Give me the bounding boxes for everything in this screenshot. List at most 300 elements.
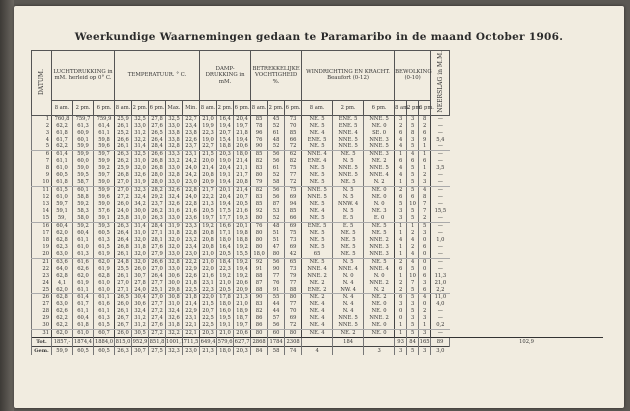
value-cell: 26,3 <box>115 222 132 229</box>
value-cell: 18,4 <box>217 258 234 265</box>
value-cell: NE. 5 <box>302 215 333 222</box>
value-cell: 5 <box>419 222 431 229</box>
means-value <box>333 347 364 356</box>
totals-value: 1884,0 <box>94 339 114 346</box>
value-cell: 57 <box>268 315 285 322</box>
value-cell: 18,8 <box>217 143 234 150</box>
value-cell: 25,9 <box>115 165 132 172</box>
value-cell: 76 <box>268 280 285 287</box>
value-cell: 85 <box>285 208 302 215</box>
value-cell: 17,5 <box>217 208 234 215</box>
totals-value: 1874,4 <box>73 339 93 346</box>
value-cell: 62,0 <box>73 273 94 280</box>
value-cell: 3 <box>419 230 431 237</box>
value-cell: — <box>431 115 450 122</box>
value-cell: 62,6 <box>52 308 73 315</box>
day-cell: 31 <box>32 330 52 338</box>
value-cell: 83 <box>251 165 268 172</box>
value-cell: NNE. 5 <box>333 165 364 172</box>
value-cell: 26,1 <box>115 273 132 280</box>
value-cell: 88 <box>285 287 302 294</box>
value-cell: 19,1 <box>217 172 234 179</box>
value-cell: NE. 5 <box>302 230 333 237</box>
value-cell: 22,6 <box>183 137 200 144</box>
means-value: 74 <box>285 347 302 356</box>
table-row <box>32 322 604 329</box>
value-cell: 66 <box>285 137 302 144</box>
value-cell: 61,1 <box>94 130 115 137</box>
value-cell: 23,7 <box>149 201 166 208</box>
value-cell: 759,7 <box>73 115 94 122</box>
means-value: 23,0 <box>183 347 200 356</box>
value-cell: 3 <box>419 179 431 186</box>
value-cell: 27,4 <box>149 315 166 322</box>
value-cell: NNE. 5 <box>364 115 395 122</box>
value-cell: 25,9 <box>115 115 132 122</box>
day-cell: 9 <box>32 172 52 179</box>
value-cell: 30,5 <box>132 330 149 338</box>
value-cell: 21,8 <box>183 294 200 301</box>
table-row <box>32 123 604 130</box>
value-cell: 2 <box>395 280 407 287</box>
value-cell: 0 <box>395 308 407 315</box>
value-cell: 28,0 <box>149 179 166 186</box>
value-cell: 87 <box>251 280 268 287</box>
value-cell: 21,3 <box>200 201 217 208</box>
value-cell: NNE. 5 <box>333 322 364 329</box>
value-cell: 1 <box>395 151 407 158</box>
value-cell: 62,3 <box>52 244 73 251</box>
value-cell: 27,6 <box>149 244 166 251</box>
value-cell: 32,2 <box>166 330 183 338</box>
subheader-lucht-0: 8 am. <box>52 100 73 115</box>
value-cell: NE. 2 <box>302 280 333 287</box>
value-cell: NE. 4 <box>302 130 333 137</box>
value-cell: 65 <box>285 258 302 265</box>
value-cell: N. 0 <box>364 273 395 280</box>
value-cell: 1 <box>395 230 407 237</box>
value-cell: 26,6 <box>149 151 166 158</box>
value-cell: 0 <box>419 251 431 258</box>
subheader-vocht-0: 8 am. <box>251 100 268 115</box>
value-cell: 26,6 <box>149 258 166 265</box>
value-cell: 62,2 <box>52 123 73 130</box>
value-cell: 48 <box>268 137 285 144</box>
value-cell: N. 4 <box>333 301 364 308</box>
value-cell: 26,0 <box>115 330 132 338</box>
value-cell: NE. 5 <box>333 251 364 258</box>
value-cell: 22,8 <box>183 201 200 208</box>
value-cell: 20,9 <box>234 287 251 294</box>
value-cell: 25,5 <box>115 266 132 273</box>
value-cell: 61,5 <box>94 322 115 329</box>
value-cell: 5,4 <box>431 137 450 144</box>
table-row <box>32 230 604 237</box>
value-cell: 2 <box>419 215 431 222</box>
value-cell: 5 <box>407 165 419 172</box>
value-cell: 22,0 <box>200 294 217 301</box>
value-cell: 31,2 <box>132 322 149 329</box>
value-cell: 26,3 <box>149 215 166 222</box>
value-cell: 19,2 <box>234 258 251 265</box>
value-cell: 60,7 <box>94 330 115 338</box>
value-cell: 61,0 <box>73 244 94 251</box>
value-cell: 2 <box>395 187 407 194</box>
table-row <box>32 151 604 158</box>
value-cell: 10 <box>407 273 419 280</box>
value-cell: 66 <box>285 215 302 222</box>
value-cell: 18,0 <box>251 251 268 258</box>
value-cell: ENE. 4 <box>302 158 333 165</box>
value-cell: 33,8 <box>166 137 183 144</box>
value-cell: 33,0 <box>166 215 183 222</box>
value-cell: 19,2 <box>234 273 251 280</box>
table-row <box>32 258 604 265</box>
value-cell: 26,0 <box>132 266 149 273</box>
day-cell: 27 <box>32 301 52 308</box>
value-cell: 20,8 <box>200 230 217 237</box>
value-cell: 26,1 <box>115 143 132 150</box>
value-cell: 61,4 <box>94 123 115 130</box>
value-cell: NE. 2 <box>364 158 395 165</box>
value-cell: N. 2 <box>364 287 395 294</box>
value-cell: 80 <box>251 237 268 244</box>
weather-table <box>31 50 603 355</box>
value-cell: NE. 5 <box>302 179 333 186</box>
value-cell: 4 <box>395 137 407 144</box>
means-value: 5 <box>407 347 419 356</box>
means-row <box>32 347 604 356</box>
value-cell: NNE. 5 <box>333 137 364 144</box>
value-cell: 59,1 <box>94 215 115 222</box>
value-cell: 6 <box>419 158 431 165</box>
value-cell: 26,1 <box>115 251 132 258</box>
value-cell: 80 <box>285 294 302 301</box>
subheader-row <box>32 100 604 115</box>
value-cell: 22,8 <box>183 230 200 237</box>
value-cell: NNE. 2 <box>364 280 395 287</box>
value-cell: 61,9 <box>94 266 115 273</box>
value-cell: 21,6 <box>183 208 200 215</box>
value-cell: 61,4 <box>73 294 94 301</box>
value-cell: NE. 4 <box>302 315 333 322</box>
value-cell: — <box>431 215 450 222</box>
value-cell: 83 <box>251 194 268 201</box>
value-cell: 90 <box>251 294 268 301</box>
value-cell: 20,5 <box>200 208 217 215</box>
value-cell: 20,6 <box>234 280 251 287</box>
value-cell: 62,2 <box>52 315 73 322</box>
value-cell: — <box>431 266 450 273</box>
value-cell: 27,9 <box>149 251 166 258</box>
totals-value: 1784 <box>269 339 283 346</box>
value-cell: NNE. 5 <box>333 172 364 179</box>
value-cell: 3 <box>419 330 431 338</box>
value-cell: — <box>431 244 450 251</box>
subheader-temp-2: 6 pm. <box>149 100 166 115</box>
value-cell: 61,0 <box>94 280 115 287</box>
value-cell: 33,8 <box>166 130 183 137</box>
totals-label: Tot. <box>32 338 52 347</box>
day-cell: 4 <box>32 137 52 144</box>
value-cell: 20,4 <box>217 194 234 201</box>
value-cell: 19,9 <box>200 123 217 130</box>
value-cell: 61,6 <box>94 301 115 308</box>
value-cell: NNE. 4 <box>302 266 333 273</box>
value-cell: 58 <box>268 179 285 186</box>
value-cell: — <box>431 123 450 130</box>
value-cell: 32,6 <box>166 187 183 194</box>
value-cell: 60,0 <box>73 158 94 165</box>
value-cell: ENE. 5 <box>333 115 364 122</box>
means-value: 60,5 <box>73 347 94 356</box>
value-cell: 18,8 <box>234 237 251 244</box>
value-cell: 32,2 <box>132 137 149 144</box>
value-cell: 92 <box>251 208 268 215</box>
value-cell: 10 <box>407 201 419 208</box>
table-row <box>32 308 604 315</box>
value-cell: 31,0 <box>166 301 183 308</box>
day-cell: 3 <box>32 130 52 137</box>
value-cell: 19,4 <box>234 137 251 144</box>
value-cell: 48 <box>268 222 285 229</box>
value-cell: 26,8 <box>115 244 132 251</box>
day-cell: 23 <box>32 273 52 280</box>
value-cell: 56 <box>268 151 285 158</box>
value-cell: 3 <box>407 301 419 308</box>
value-cell: 22,6 <box>183 273 200 280</box>
value-cell: 11,0 <box>431 294 450 301</box>
value-cell: 58,7 <box>73 179 94 186</box>
value-cell: 21,0 <box>217 330 234 338</box>
value-cell: N. 4 <box>333 280 364 287</box>
day-cell: 25 <box>32 287 52 294</box>
value-cell: 3 <box>419 280 431 287</box>
value-cell: 26,2 <box>115 158 132 165</box>
value-cell: 80 <box>251 172 268 179</box>
value-cell: 27,0 <box>115 179 132 186</box>
totals-value: 89 <box>431 338 450 347</box>
value-cell: 52 <box>268 123 285 130</box>
value-cell: NE. 5 <box>302 123 333 130</box>
value-cell: 32,8 <box>166 143 183 150</box>
subheader-temp-0: 8 am. <box>115 100 132 115</box>
value-cell: 23,1 <box>183 315 200 322</box>
subheader-damp-0: 8 am. <box>200 100 217 115</box>
value-cell: 45 <box>268 115 285 122</box>
value-cell: NE. 0 <box>364 301 395 308</box>
means-value: 20,3 <box>234 347 251 356</box>
value-cell: 2 <box>395 258 407 265</box>
value-cell: 20,8 <box>200 244 217 251</box>
value-cell: 27,1 <box>149 230 166 237</box>
value-cell: NE. 5 <box>364 222 395 229</box>
value-cell: 59,6 <box>94 194 115 201</box>
value-cell: ENE. 5 <box>333 123 364 130</box>
day-cell: 10 <box>32 179 52 186</box>
value-cell: 19,3 <box>234 215 251 222</box>
value-cell: 0 <box>419 266 431 273</box>
value-cell: NNE. 5 <box>364 143 395 150</box>
value-cell: NNE. 4 <box>333 130 364 137</box>
value-cell: 16,4 <box>217 244 234 251</box>
value-cell: — <box>431 179 450 186</box>
value-cell: 32,8 <box>166 258 183 265</box>
value-cell: 32,5 <box>132 115 149 122</box>
value-cell: 33,2 <box>166 158 183 165</box>
value-cell: 23,6 <box>183 215 200 222</box>
value-cell: 96 <box>251 130 268 137</box>
value-cell: 85 <box>251 115 268 122</box>
value-cell: 55 <box>268 294 285 301</box>
value-cell: 25,2 <box>115 130 132 137</box>
value-cell: 85 <box>251 151 268 158</box>
subheader-temp-1: 2 pm. <box>132 100 149 115</box>
day-cell: 12 <box>32 194 52 201</box>
value-cell: 3 <box>419 315 431 322</box>
table-row <box>32 280 604 287</box>
value-cell: 22,8 <box>183 187 200 194</box>
value-cell: 61,4 <box>52 151 73 158</box>
value-cell: — <box>431 222 450 229</box>
value-cell: 59,9 <box>94 158 115 165</box>
value-cell: — <box>431 258 450 265</box>
value-cell: 18,0 <box>234 151 251 158</box>
value-cell: E. 5 <box>333 215 364 222</box>
value-cell: 1 <box>395 222 407 229</box>
value-cell: 21,6 <box>200 273 217 280</box>
value-cell: 20,5 <box>217 251 234 258</box>
value-cell: 32,0 <box>132 251 149 258</box>
value-cell: 2 <box>419 172 431 179</box>
value-cell: NE. 2 <box>302 294 333 301</box>
value-cell: 21,4 <box>200 165 217 172</box>
value-cell: 22,5 <box>200 315 217 322</box>
value-cell: — <box>431 330 450 338</box>
value-cell: 2 <box>419 308 431 315</box>
value-cell: 27,8 <box>149 115 166 122</box>
value-cell: 26,5 <box>115 294 132 301</box>
value-cell: 1 <box>395 251 407 258</box>
value-cell: 33,3 <box>166 151 183 158</box>
value-cell: 28,4 <box>149 143 166 150</box>
value-cell: 69 <box>285 194 302 201</box>
means-value: 3 <box>395 347 407 356</box>
means-value: 3 <box>364 347 395 356</box>
value-cell: 30,8 <box>166 294 183 301</box>
value-cell: 21,0 <box>431 280 450 287</box>
value-cell: 21,4 <box>234 158 251 165</box>
table-row <box>32 130 604 137</box>
value-cell: 32,5 <box>166 115 183 122</box>
value-cell: 5 <box>407 172 419 179</box>
value-cell: NNE. 4 <box>364 172 395 179</box>
table-row <box>32 266 604 273</box>
value-cell: 59,9 <box>73 143 94 150</box>
value-cell: 63,6 <box>52 258 73 265</box>
value-cell: 20,8 <box>234 179 251 186</box>
value-cell: 20,4 <box>234 115 251 122</box>
means-value: 21,3 <box>200 347 217 356</box>
value-cell: — <box>431 194 450 201</box>
value-cell: 69 <box>285 315 302 322</box>
value-cell: NNE. 2 <box>364 237 395 244</box>
value-cell: 59,3 <box>94 222 115 229</box>
value-cell: 28,2 <box>149 187 166 194</box>
value-cell: 8 <box>407 130 419 137</box>
value-cell: 30,6 <box>132 301 149 308</box>
value-cell: 3 <box>395 208 407 215</box>
value-cell: 19,5 <box>217 315 234 322</box>
value-cell: 17,8 <box>217 294 234 301</box>
day-cell: 19 <box>32 244 52 251</box>
subheader-bew-1: 2 pm. <box>407 100 419 115</box>
value-cell: — <box>431 158 450 165</box>
value-cell: 31,9 <box>166 222 183 229</box>
value-cell: 23,8 <box>183 130 200 137</box>
value-cell: NNE. 2 <box>302 273 333 280</box>
value-cell: 33,0 <box>132 123 149 130</box>
totals-value: 84 <box>407 338 419 347</box>
value-cell: 62,0 <box>94 258 115 265</box>
value-cell: 27,0 <box>149 294 166 301</box>
value-cell: 92 <box>251 258 268 265</box>
value-cell: NNE. 5 <box>364 165 395 172</box>
value-cell: 86 <box>251 322 268 329</box>
value-cell: 31,4 <box>132 222 149 229</box>
value-cell: 57,6 <box>94 208 115 215</box>
value-cell: — <box>431 230 450 237</box>
value-cell: 31,9 <box>132 179 149 186</box>
value-cell: 87 <box>268 201 285 208</box>
value-cell: 5 <box>407 294 419 301</box>
value-cell: 75 <box>285 165 302 172</box>
value-cell: ENE. 5 <box>302 222 333 229</box>
value-cell: 1 <box>395 330 407 338</box>
value-cell: 61,9 <box>73 280 94 287</box>
value-cell: NE. 5 <box>302 143 333 150</box>
value-cell: 19,0 <box>217 158 234 165</box>
value-cell: N. 5 <box>333 187 364 194</box>
subheader-bew-2: 6 pm. <box>419 100 431 115</box>
value-cell: 1 <box>407 222 419 229</box>
day-cell: 6 <box>32 151 52 158</box>
value-cell: 15,5 <box>234 251 251 258</box>
subheader-vocht-1: 2 pm. <box>268 100 285 115</box>
value-cell: NNW. 4 <box>333 201 364 208</box>
value-cell: 24,0 <box>183 165 200 172</box>
value-cell: NE. 0 <box>364 187 395 194</box>
value-cell: 3 <box>407 315 419 322</box>
value-cell: 61,1 <box>94 308 115 315</box>
value-cell: 61 <box>268 165 285 172</box>
subheader-damp-1: 2 pm. <box>217 100 234 115</box>
value-cell: 21,6 <box>234 208 251 215</box>
value-cell: 31,2 <box>132 130 149 137</box>
value-cell: 59,7 <box>94 172 115 179</box>
value-cell: 16,0 <box>217 308 234 315</box>
value-cell: 21,3 <box>234 294 251 301</box>
value-cell: 24,0 <box>132 287 149 294</box>
value-cell: N. 4 <box>333 294 364 301</box>
value-cell: 60,5 <box>94 230 115 237</box>
value-cell: 2 <box>407 244 419 251</box>
value-cell: 21,7 <box>200 187 217 194</box>
value-cell: 62,8 <box>52 273 73 280</box>
value-cell: 30,7 <box>132 273 149 280</box>
value-cell: 20,4 <box>217 165 234 172</box>
value-cell: 3 <box>395 115 407 122</box>
